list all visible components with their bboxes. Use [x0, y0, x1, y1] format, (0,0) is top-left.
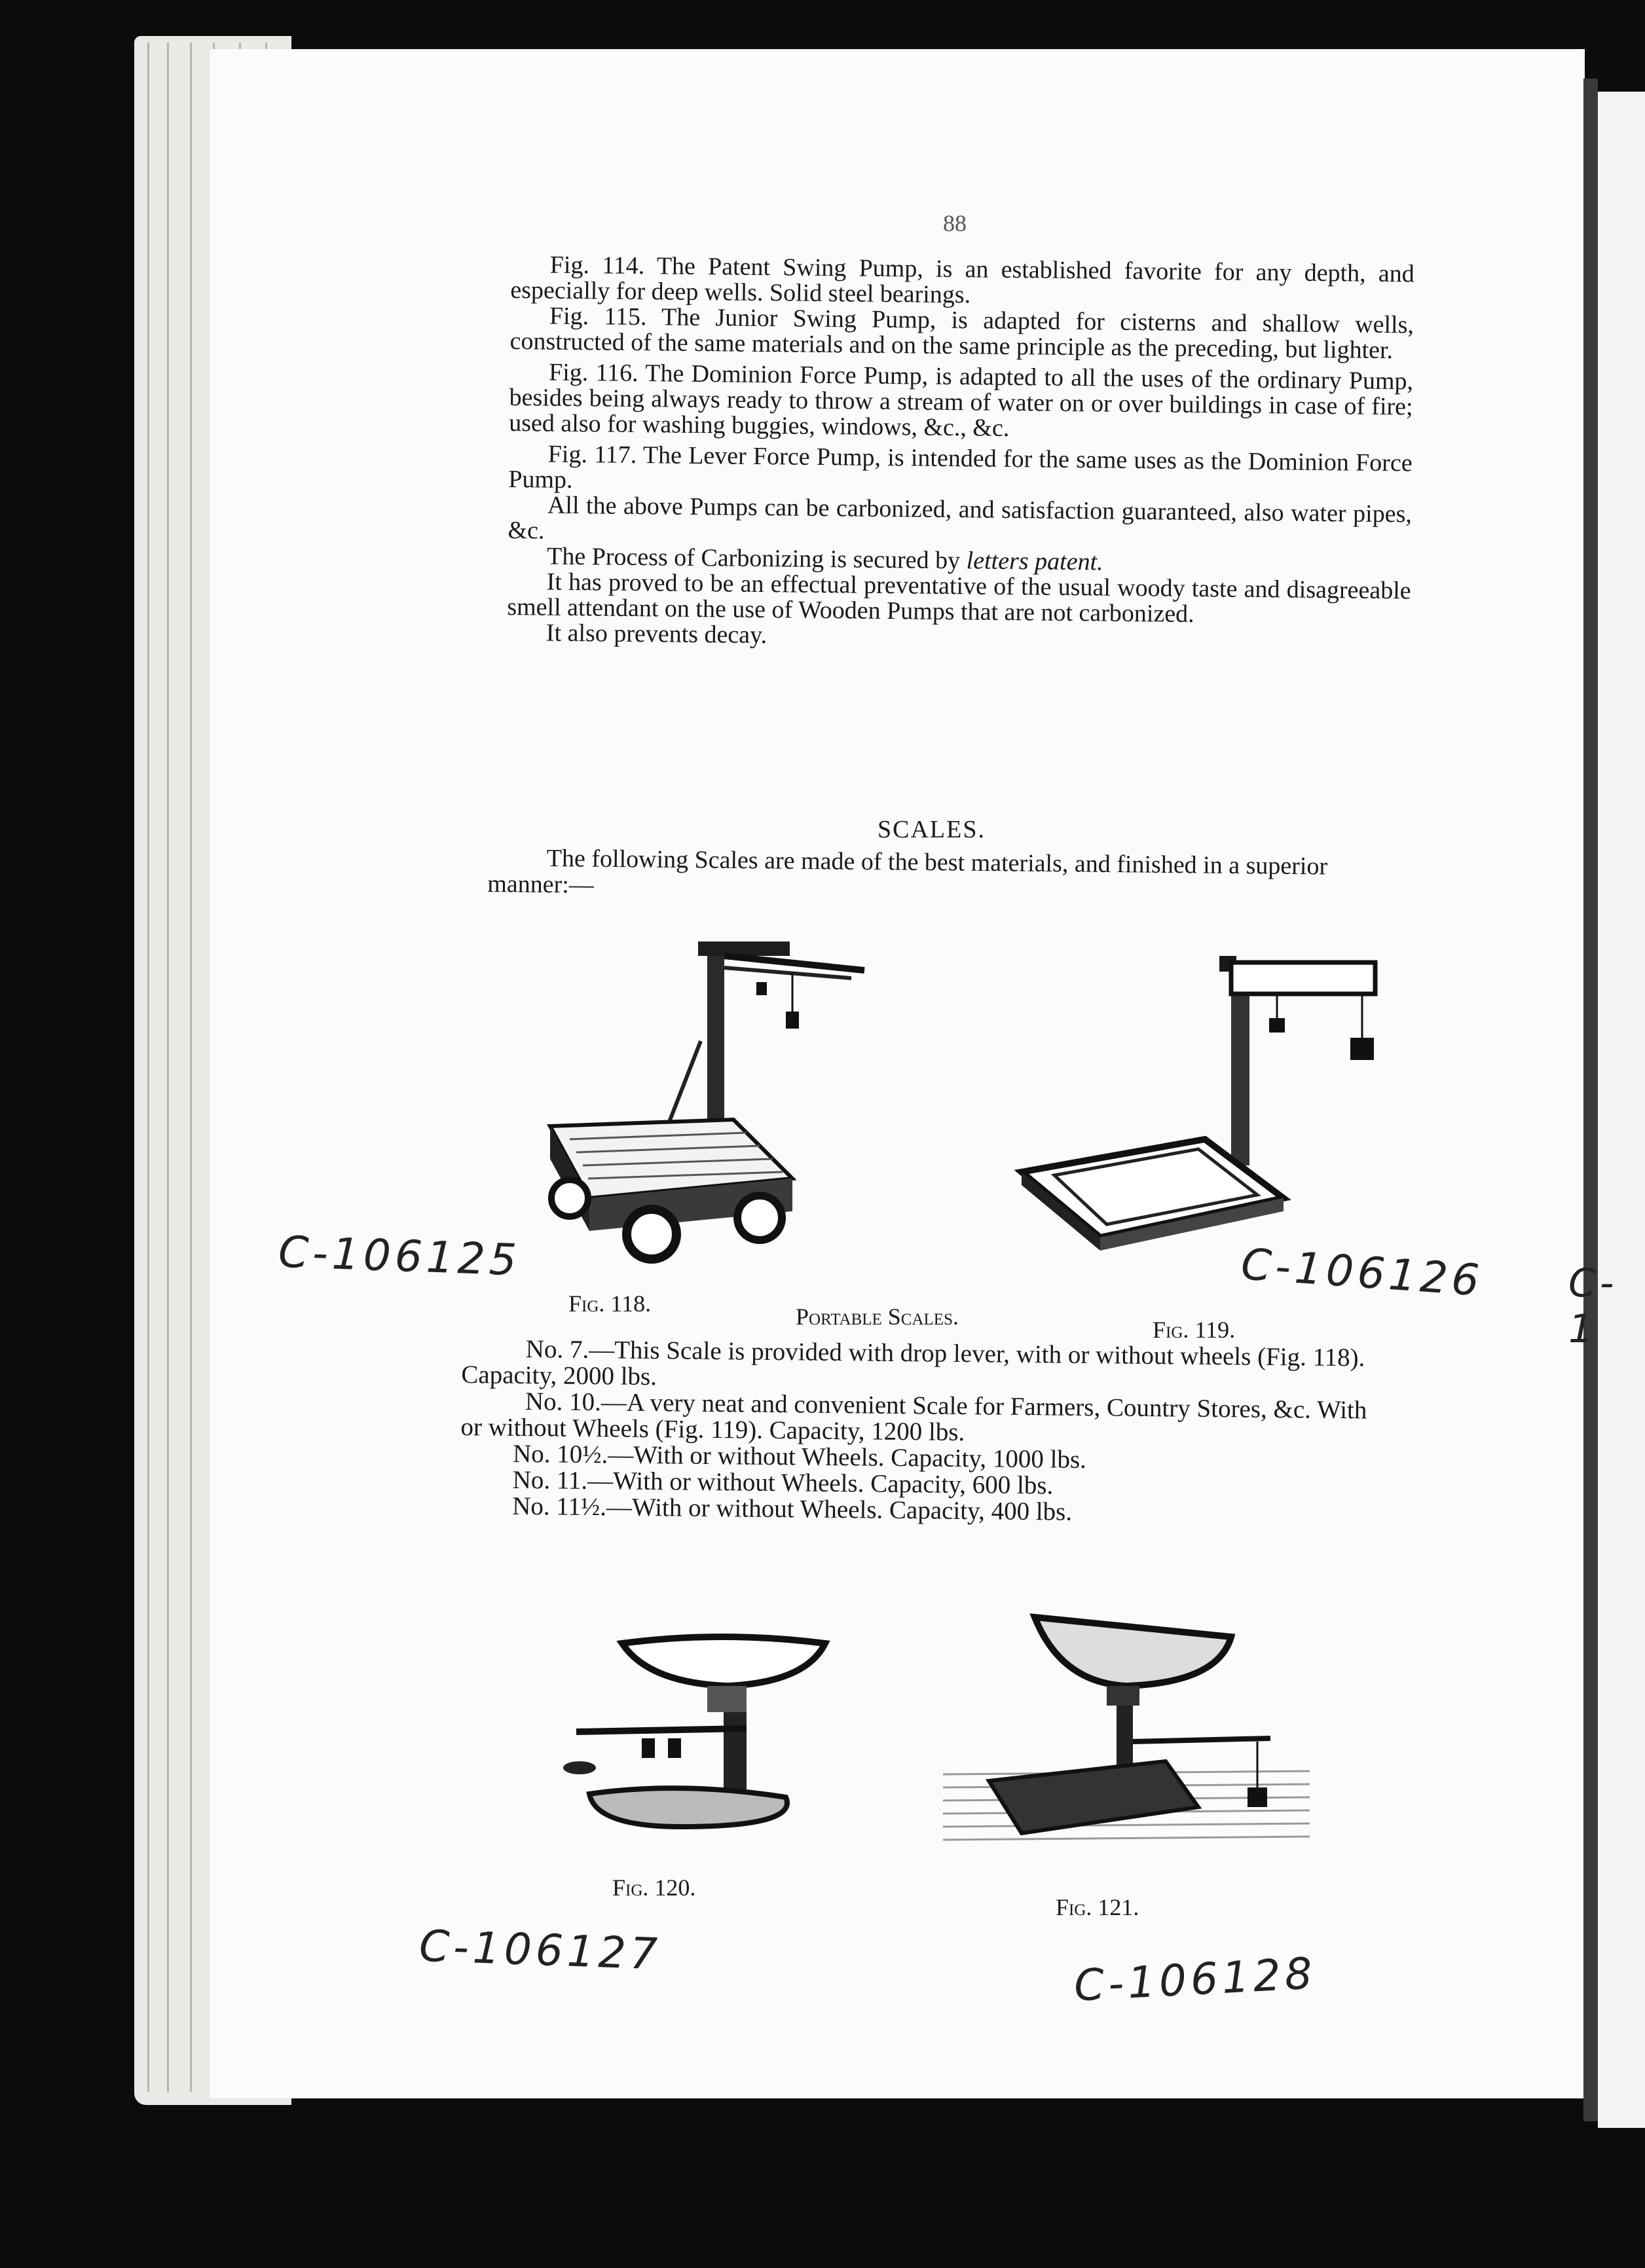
paragraph-carbonized: All the above Pumps can be carbonized, and satisfaction guaranteed, also water pipes, &c.	[508, 491, 1413, 545]
handwritten-c-106127: C-106127	[418, 1920, 663, 1980]
paragraph-decay: It also prevents decay.	[545, 619, 767, 649]
scales-intro-text: The following Scales are made of the best materials, and finished in a superior manner:—	[487, 844, 1328, 899]
figure-120-counter-scale	[550, 1630, 891, 1853]
spec-no-11: No. 11.—With or without Wheels. Capacity, 600 lbs.	[512, 1465, 1054, 1500]
caption-fig-118: Fig. 118.	[568, 1290, 652, 1317]
figure-121-scoop-scale	[943, 1611, 1310, 1873]
page-number: 88	[943, 210, 967, 236]
handwritten-edge-mark: C-1	[1568, 1260, 1618, 1352]
caption-fig-120: Fig. 120.	[612, 1875, 696, 1901]
paragraph-fig-115: Fig. 115. The Junior Swing Pump, is adapted for cisterns and shallow wells, constructed of the same materials and on the same principle as the preceding, but lighter.	[509, 302, 1414, 365]
figure-119-platform-scale	[1002, 936, 1408, 1264]
spec-no-11-half: No. 11½.—With or without Wheels. Capacity, 400 lbs.	[512, 1491, 1073, 1526]
paragraph-proved: It has proved to be an effectual preventative of the usual woody taste and disagreeable smell attendant on the use of Wooden Pumps that are not carbonized.	[507, 568, 1411, 628]
paragraph-fig-117: Fig. 117. The Lever Force Pump, is intended for the same uses as the Dominion Force Pump.	[508, 440, 1413, 494]
caption-fig-121: Fig. 121.	[1056, 1894, 1139, 1920]
caption-portable-scales: Portable Scales.	[796, 1304, 959, 1330]
paragraph-fig-116: Fig. 116. The Dominion Force Pump, is adapted to all the uses of the ordinary Pump, besides being always ready to throw a stream of water on or over buildings in case of fire; used also for washing buggies, windows, &c., &c.	[509, 358, 1414, 442]
pump-descriptions	[507, 252, 1414, 655]
book-spine	[1583, 79, 1598, 2121]
scale-specifications	[460, 1336, 1378, 1529]
figure-118-wheeled-scale	[485, 930, 891, 1277]
scales-intro	[487, 845, 1392, 906]
spec-no-10-half: No. 10½.—With or without Wheels. Capacity, 1000 lbs.	[512, 1439, 1087, 1474]
handwritten-c-106125: C-106125	[277, 1226, 522, 1286]
spec-no-10: No. 10.—A very neat and convenient Scale for Farmers, Country Stores, &c. With or without Wheels (Fig. 119). Capacity, 1200 lbs.	[460, 1387, 1367, 1447]
handwritten-c-106126: C-106126	[1239, 1239, 1485, 1306]
paragraph-fig-114: Fig. 114. The Patent Swing Pump, is an established favorite for any depth, and especially for deep wells. Solid steel bearings.	[510, 251, 1414, 309]
scales-heading: SCALES.	[878, 816, 986, 843]
spec-no-7: No. 7.—This Scale is provided with drop lever, with or without wheels (Fig. 118). Capacity, 2000 lbs.	[461, 1335, 1365, 1391]
facing-page-edge	[1598, 92, 1645, 2128]
handwritten-c-106128: C-106128	[1073, 1948, 1318, 2011]
letters-patent: letters patent.	[966, 547, 1103, 576]
caption-fig-119: Fig. 119.	[1153, 1317, 1236, 1343]
process-text: The Process of Carbonizing is secured by	[546, 542, 967, 575]
